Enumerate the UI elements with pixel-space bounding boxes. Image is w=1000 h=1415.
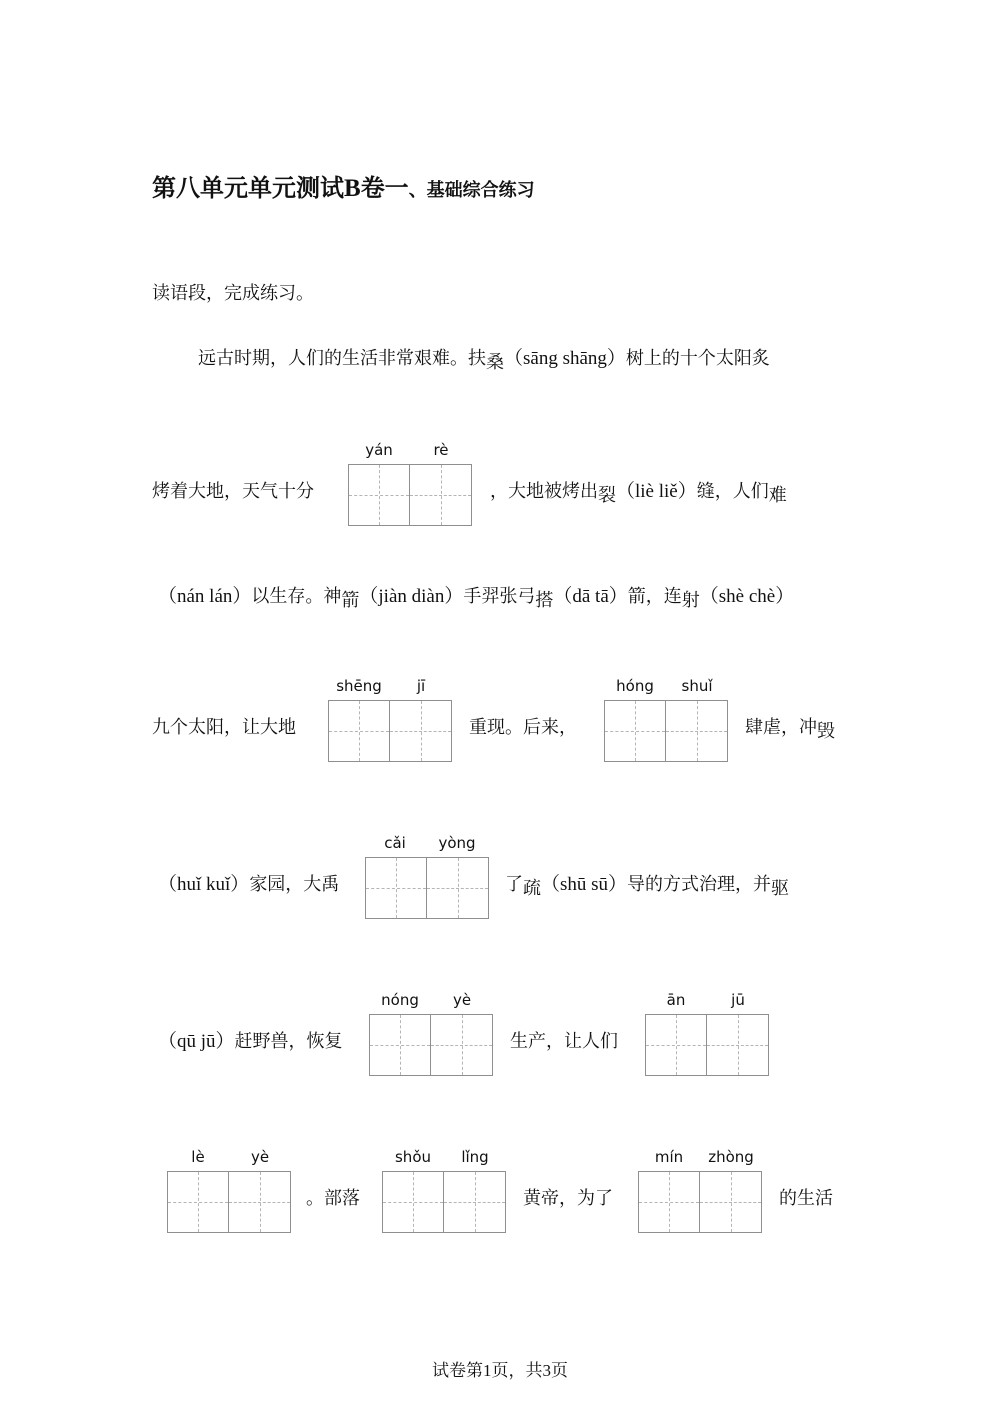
pinyin-label: mín bbox=[654, 1148, 684, 1166]
answer-box[interactable] bbox=[348, 464, 410, 526]
answer-box[interactable] bbox=[604, 700, 666, 762]
pinyin-label: cǎi bbox=[384, 834, 406, 852]
text-line-6a: （qū jū）赶野兽，恢复 bbox=[158, 1031, 343, 1052]
answer-box[interactable] bbox=[700, 1171, 762, 1233]
pinyin-choice-nan: （nán lán） bbox=[158, 586, 252, 607]
text-line-3: （nán lán）以生存。神箭（jiàn diàn）手羿张弓搭（dā tā）箭，连射（shè chè） bbox=[158, 586, 795, 611]
pinyin-choice-shu: （shū sū） bbox=[541, 874, 628, 895]
pinyin-label: hóng bbox=[616, 677, 654, 695]
answer-box[interactable] bbox=[707, 1014, 769, 1076]
pinyin-choice-da: （dā tā） bbox=[553, 586, 628, 607]
text-line-4c: 肆虐，冲毁 bbox=[745, 717, 835, 742]
answer-box[interactable] bbox=[365, 857, 427, 919]
pinyin-choice-hui: （huǐ kuǐ） bbox=[158, 874, 250, 895]
hanzi-nan: 难 bbox=[768, 485, 787, 506]
pinyin-choice-lie: （liè liě） bbox=[616, 481, 697, 502]
pinyin-label: nóng bbox=[381, 991, 419, 1009]
page-title bbox=[152, 168, 535, 203]
pinyin-label: ān bbox=[666, 991, 686, 1009]
pinyin-label: jū bbox=[731, 991, 745, 1009]
title-letter: B bbox=[344, 175, 361, 202]
answer-box[interactable] bbox=[645, 1014, 707, 1076]
answer-box[interactable] bbox=[638, 1171, 700, 1233]
pinyin-choice-jian: （jiàn diàn） bbox=[359, 586, 464, 607]
hanzi-qu: 驱 bbox=[771, 878, 790, 899]
page-footer: 试卷第1页，共3页 bbox=[432, 1361, 568, 1381]
pinyin-choice-she: （shè chè） bbox=[699, 586, 795, 607]
pinyin-label: yè bbox=[452, 991, 472, 1009]
answer-box[interactable] bbox=[328, 700, 390, 762]
hanzi-hui: 毁 bbox=[817, 721, 835, 742]
pinyin-label: shuǐ bbox=[681, 677, 713, 695]
pinyin-choice-qu: （qū jū） bbox=[158, 1031, 235, 1052]
text-line-7b: 黄帝，为了 bbox=[523, 1188, 613, 1209]
text-line-5a: （huǐ kuǐ）家园，大禹 bbox=[158, 874, 340, 895]
hanzi-she: 射 bbox=[681, 590, 700, 611]
answer-box[interactable] bbox=[427, 857, 489, 919]
answer-box[interactable] bbox=[390, 700, 452, 762]
pinyin-label: jī bbox=[416, 677, 426, 695]
pinyin-label: lǐng bbox=[461, 1148, 489, 1166]
pinyin-label: rè bbox=[433, 441, 449, 459]
pinyin-choice-sang: （sāng shāng） bbox=[504, 348, 626, 369]
text-line-1: 远古时期，人们的生活非常艰难。扶桑（sāng shāng）树上的十个太阳炙 bbox=[198, 348, 770, 373]
answer-box[interactable] bbox=[229, 1171, 291, 1233]
page-number: 1 bbox=[483, 1361, 492, 1380]
title-section: 、基础综合练习 bbox=[408, 180, 535, 201]
page-total: 3 bbox=[542, 1361, 551, 1380]
pinyin-label: shēng bbox=[336, 677, 382, 695]
text-line-2a: 烤着大地，天气十分 bbox=[152, 481, 314, 502]
hanzi-lie: 裂 bbox=[598, 485, 616, 506]
hanzi-jian: 箭 bbox=[341, 590, 360, 611]
text-line-4a: 九个太阳，让大地 bbox=[152, 717, 296, 738]
pinyin-label: yè bbox=[250, 1148, 270, 1166]
text-line-2b: ，大地被烤出裂（liè liě）缝，人们难 bbox=[490, 481, 787, 506]
answer-box[interactable] bbox=[666, 700, 728, 762]
pinyin-label: yán bbox=[365, 441, 393, 459]
hanzi-da: 搭 bbox=[535, 590, 554, 611]
instruction: 读语段，完成练习。 bbox=[152, 283, 314, 304]
answer-box[interactable] bbox=[410, 464, 472, 526]
hanzi-sang: 桑 bbox=[486, 352, 504, 373]
text-line-4b: 重现。后来， bbox=[469, 717, 577, 738]
pinyin-label: yòng bbox=[438, 834, 476, 852]
title-volume: 卷一 bbox=[360, 174, 409, 202]
pinyin-label: shǒu bbox=[394, 1148, 432, 1166]
text-line-5b: 了疏（shū sū）导的方式治理，并驱 bbox=[505, 874, 790, 899]
text-line-6b: 生产，让人们 bbox=[510, 1031, 618, 1052]
title-main: 第八单元单元测试 bbox=[152, 174, 344, 202]
answer-box[interactable] bbox=[167, 1171, 229, 1233]
hanzi-shu: 疏 bbox=[523, 878, 541, 899]
answer-box[interactable] bbox=[444, 1171, 506, 1233]
answer-box[interactable] bbox=[431, 1014, 493, 1076]
answer-box[interactable] bbox=[382, 1171, 444, 1233]
text-line-7a: 。部落 bbox=[306, 1188, 360, 1209]
answer-box[interactable] bbox=[369, 1014, 431, 1076]
text-line-7c: 的生活 bbox=[779, 1188, 833, 1209]
pinyin-label: lè bbox=[191, 1148, 205, 1166]
pinyin-label: zhòng bbox=[708, 1148, 754, 1166]
